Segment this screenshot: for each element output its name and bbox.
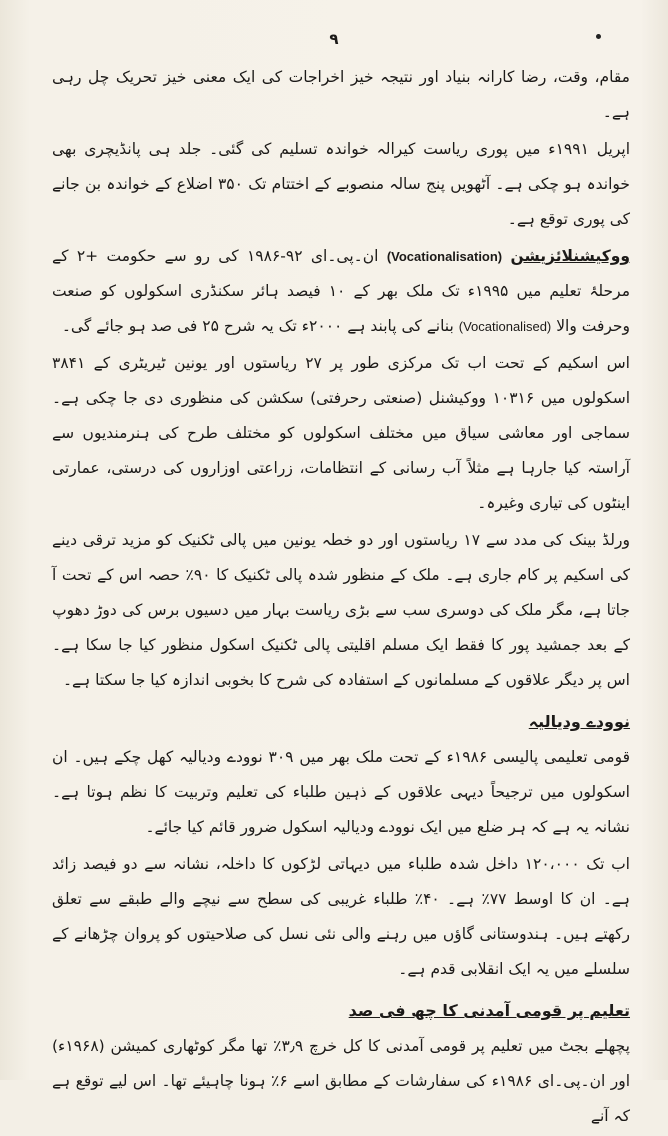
- paragraph-worldbank: ورلڈ بینک کی مدد سے ۱۷ ریاستوں اور دو خطہ یونین میں پالی ٹکنیک کو مزید ترقی دینے کی اسکیم پر کام جاری ہے۔ ملک کے منظور شدہ پالی ٹکنیک کا ۹۰٪ حصہ اس کے تحت آ جاتا ہے، مگر ملک کی دوسری سب سے بڑی ریاست بہار میں دسیوں برس کی دوڑ دھوپ کے بعد جمشید پور کا فقط ایک مسلم اقلیتی پالی ٹکنیک اسکول منظور کیا جا سکا ہے۔ اس پر دیگر علاقوں کے مسلمانوں کے استفادہ کی شرح کا بخوبی اندازہ کیا جا سکتا ہے۔: [52, 531, 630, 689]
- paragraph-navodaya-2: اب تک ۱۲۰،۰۰۰ داخل شدہ طلباء میں دیہاتی لڑکوں کا داخلہ، نشانہ سے دو فیصد زائد ہے۔ ان کا اوسط ۷۷٪ ہے۔ ۴۰٪ طلباء غریبی کی سطح سے نیچے والے طبقے سے تعلق رکھتے ہیں۔ ہندوستانی گاؤں میں رہنے والی نئی نسل کی صلاحیتوں کو پروان چڑھانے کے سلسلے میں یہ ایک انقلابی قدم ہے۔: [52, 855, 630, 978]
- page-body: [52, 60, 630, 1136]
- vocational-heading: ووکیشنلائزیشن: [510, 247, 630, 265]
- ink-dot: [596, 34, 601, 39]
- section-heading-income: تعلیم پر قومی آمدنی کا چھ فی صد: [348, 1001, 630, 1020]
- vocational-text2: بنانے کی پابند ہے ۲۰۰۰ء تک یہ شرح ۲۵ فی صد ہو جائے گی۔: [61, 317, 454, 335]
- paragraph-navodaya-1: قومی تعلیمی پالیسی ۱۹۸۶ء کے تحت ملک بھر میں ۳۰۹ نوودے ودیالیہ کھل چکے ہیں۔ ان اسکولوں میں ترجیحاً دیہی علاقوں کے ذہین طلباء کی تعلیم وتربیت کا نظم ہوتا ہے۔ نشانہ یہ ہے کہ ہر ضلع میں ایک نوودے ودیالیہ اسکول ضرور قائم کیا جائے۔: [52, 748, 631, 836]
- paragraph-intro: مقام، وقت، رضا کارانہ بنیاد اور نتیجہ خیز اخراجات کی ایک معنی خیز تحریک چل رہی ہے۔: [52, 68, 630, 121]
- paragraph-income: پچھلے بجٹ میں تعلیم پر قومی آمدنی کا کل خرچ ۳٫۹٪ تھا مگر کوٹھاری کمیشن (۱۹۶۸ء) اور ان۔پی۔ای ۱۹۸۶ء کی سفارشات کے مطابق اسے ۶٪ ہونا چاہیئے تھا۔ اس لیے توقع ہے کہ آنے: [52, 1037, 630, 1125]
- vocational-term2: (Vocationalised): [458, 319, 552, 334]
- page-number: ۹: [329, 30, 339, 48]
- paragraph-vocational: [52, 239, 630, 344]
- paragraph-kerala: اپریل ۱۹۹۱ء میں پوری ریاست کیرالہ خواندہ تسلیم کی گئی۔ جلد ہی پانڈیچری بھی خواندہ ہو چکی ہے۔ آٹھویں پنج سالہ منصوبے کے اختتام تک ۳۵۰ اضلاع کے خواندہ بن جانے کی پوری توقع ہے۔: [52, 140, 630, 228]
- vocational-term: (Vocationalisation): [386, 249, 503, 264]
- section-heading-navodaya: نوودے ودیالیہ: [528, 712, 630, 731]
- paragraph-scheme: اس اسکیم کے تحت اب تک مرکزی طور پر ۲۷ ریاستوں اور یونین ٹیریٹری کے ۳۸۴۱ اسکولوں میں ۱۰۳۱۶ ووکیشنل (صنعتی رحرفتی) سکشن کی منظوری دی جا چکی ہے۔ سماجی اور معاشی سیاق میں مختلف اسکولوں کو مختلف طرح کی ہنرمندیوں سے آراستہ کیا جارہا ہے مثلاً آب رسانی کے انتظامات، زراعتی اوزاروں کی درستی، عمارتی اینٹوں کی تیاری وغیرہ۔: [52, 354, 630, 512]
- vocational-text: ان۔پی۔ای ۹۲-۱۹۸۶ کی رو سے حکومت +۲ کے مرحلۂ تعلیم میں ۱۹۹۵ء تک ملک بھر کے ۱۰ فیصد ہائر سکنڈری اسکولوں کو صنعت وحرفت والا: [52, 247, 630, 335]
